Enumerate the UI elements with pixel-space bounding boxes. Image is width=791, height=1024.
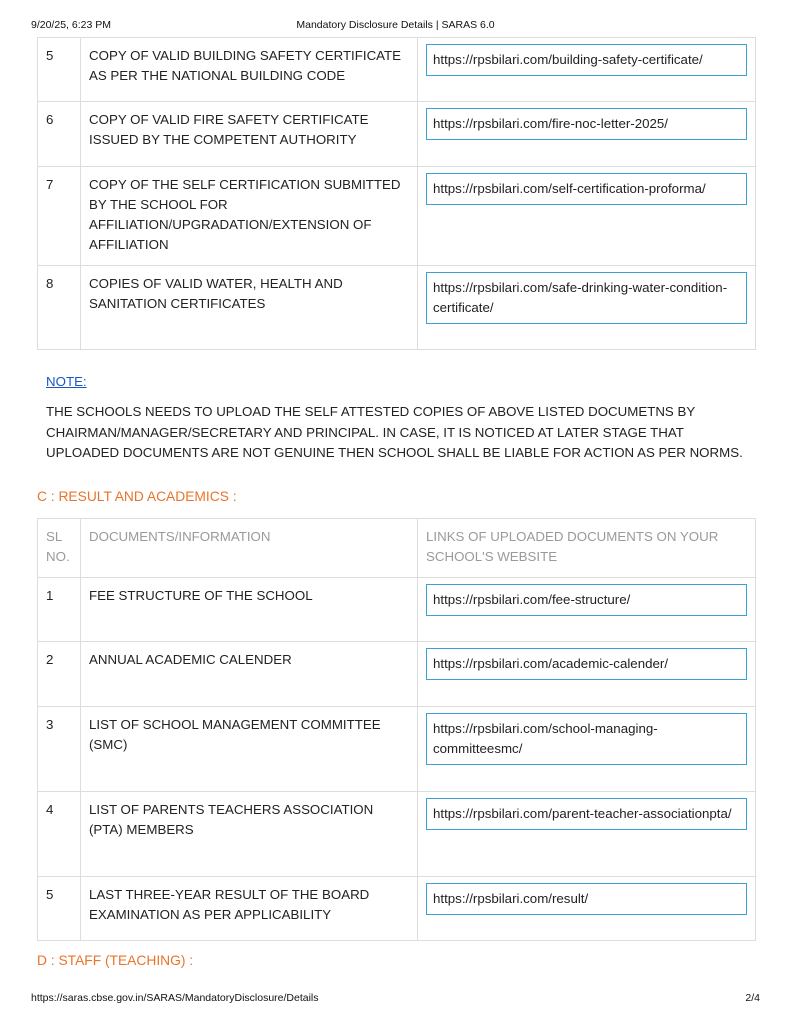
section-heading-result-academics: C : RESULT AND ACADEMICS : [37,489,237,504]
print-footer [31,992,760,1006]
link-cell [418,642,756,707]
sl-number: 5 [38,877,81,941]
document-name: COPIES OF VALID WATER, HEALTH AND SANITATION CERTIFICATES [81,266,418,350]
table-row [38,877,756,941]
document-name: ANNUAL ACADEMIC CALENDER [81,642,418,707]
documents-table-continued [37,37,756,350]
link-cell [418,578,756,642]
table-row [38,578,756,642]
document-link-field[interactable]: https://rpsbilari.com/fee-structure/ [426,584,747,616]
document-link-field[interactable]: https://rpsbilari.com/result/ [426,883,747,915]
table-row [38,266,756,350]
table-row [38,707,756,792]
document-link-field[interactable]: https://rpsbilari.com/parent-teacher-associationpta/ [426,798,747,830]
print-title: Mandatory Disclosure Details | SARAS 6.0 [296,19,495,31]
note-link[interactable]: NOTE: [46,374,87,389]
document-name: LAST THREE-YEAR RESULT OF THE BOARD EXAMINATION AS PER APPLICABILITY [81,877,418,941]
print-header [31,19,760,33]
sl-number: 6 [38,102,81,167]
link-cell [418,707,756,792]
print-datetime: 9/20/25, 6:23 PM [31,19,111,31]
link-cell [418,266,756,350]
document-link-field[interactable]: https://rpsbilari.com/academic-calender/ [426,648,747,680]
document-name: COPY OF THE SELF CERTIFICATION SUBMITTED BY THE SCHOOL FOR AFFILIATION/UPGRADATION/EXTENSION OF AFFILIATION [81,167,418,266]
document-link-field[interactable]: https://rpsbilari.com/fire-noc-letter-2025/ [426,108,747,140]
link-cell [418,38,756,102]
link-cell [418,792,756,877]
column-header-documents: DOCUMENTS/INFORMATION [81,519,418,578]
table-header-row [38,519,756,578]
table-row [38,642,756,707]
document-link-field[interactable]: https://rpsbilari.com/safe-drinking-water-condition-certificate/ [426,272,747,324]
document-link-field[interactable]: https://rpsbilari.com/school-managing-committeesmc/ [426,713,747,765]
result-academics-table [37,518,756,941]
link-cell [418,102,756,167]
document-name: LIST OF PARENTS TEACHERS ASSOCIATION (PTA) MEMBERS [81,792,418,877]
sl-number: 2 [38,642,81,707]
table-row [38,167,756,266]
sl-number: 4 [38,792,81,877]
column-header-links: LINKS OF UPLOADED DOCUMENTS ON YOUR SCHOOL'S WEBSITE [418,519,756,578]
sl-number: 3 [38,707,81,792]
section-heading-staff-teaching: D : STAFF (TEACHING) : [37,953,194,968]
page-number: 2/4 [745,992,760,1004]
column-header-sl: SL NO. [38,519,81,578]
document-name: LIST OF SCHOOL MANAGEMENT COMMITTEE (SMC) [81,707,418,792]
sl-number: 8 [38,266,81,350]
sl-number: 7 [38,167,81,266]
document-link-field[interactable]: https://rpsbilari.com/self-certification-proforma/ [426,173,747,205]
sl-number: 5 [38,38,81,102]
print-url: https://saras.cbse.gov.in/SARAS/MandatoryDisclosure/Details [31,992,319,1004]
note-text: THE SCHOOLS NEEDS TO UPLOAD THE SELF ATTESTED COPIES OF ABOVE LISTED DOCUMETNS BY CHAIRMAN/MANAGER/SECRETARY AND PRINCIPAL. IN CASE, IT IS NOTICED AT LATER STAGE THAT UPLOADED DOCUMENTS ARE NOT GENUINE THEN SCHOOL SHALL BE LIABLE FOR ACTION AS PER NORMS. [46,404,743,460]
sl-number: 1 [38,578,81,642]
link-cell [418,167,756,266]
table-row [38,38,756,102]
table-row [38,102,756,167]
document-name: COPY OF VALID BUILDING SAFETY CERTIFICATE AS PER THE NATIONAL BUILDING CODE [81,38,418,102]
document-name: FEE STRUCTURE OF THE SCHOOL [81,578,418,642]
table-row [38,792,756,877]
document-name: COPY OF VALID FIRE SAFETY CERTIFICATE ISSUED BY THE COMPETENT AUTHORITY [81,102,418,167]
link-cell [418,877,756,941]
document-link-field[interactable]: https://rpsbilari.com/building-safety-certificate/ [426,44,747,76]
